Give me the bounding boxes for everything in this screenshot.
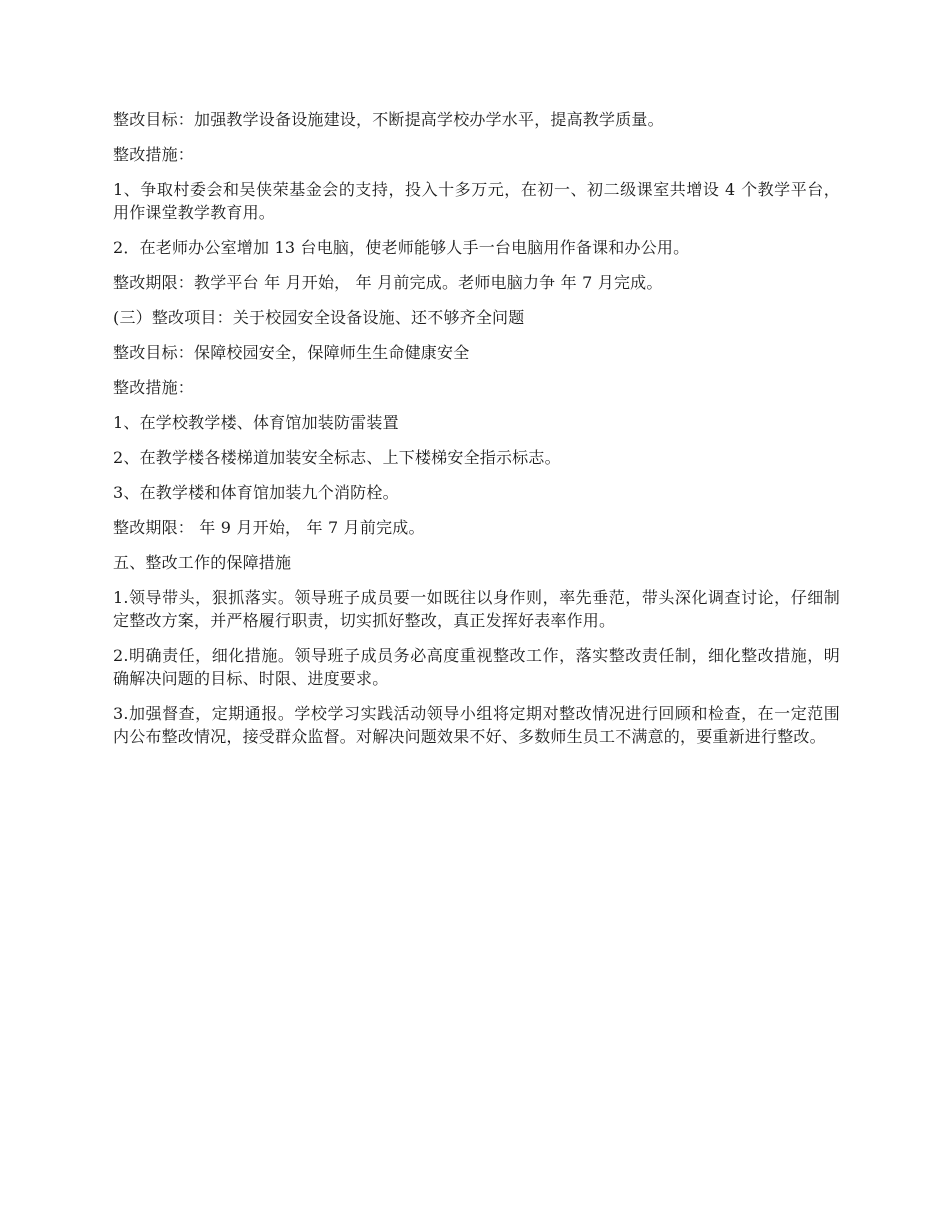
paragraph-project-three: (三）整改项目：关于校园安全设备设施、还不够齐全问题 [113,308,525,327]
paragraph-safety-measure-2: 2、在教学楼各楼梯道加装安全标志、上下楼梯安全指示标志。 [113,448,561,467]
paragraph-safety-goal: 整改目标：保障校园安全，保障师生生命健康安全 [113,343,470,362]
paragraph-measure-1: 1、争取村委会和吴侠荣基金会的支持，投入十多万元，在初一、初二级课室共增设 4 个教学平台，用作课堂教学教育用。 [113,180,840,222]
paragraph-deadline: 整改期限：教学平台 年 月开始， 年 月前完成。老师电脑力争 年 7 月完成。 [113,273,663,292]
paragraph-safety-measure-1: 1、在学校教学楼、体育馆加装防雷装置 [113,413,399,432]
paragraph-measures-heading: 整改措施： [113,145,195,164]
paragraph-safety-deadline: 整改期限： 年 9 月开始， 年 7 月前完成。 [113,518,425,537]
paragraph-rectification-goal: 整改目标：加强教学设备设施建设，不断提高学校办学水平，提高教学质量。 [113,110,664,129]
paragraph-guarantee-2: 2.明确责任，细化措施。领导班子成员务必高度重视整改工作，落实整改责任制，细化整改措施，明确解决问题的目标、时限、进度要求。 [113,646,840,688]
section-heading-guarantee: 五、整改工作的保障措施 [113,553,292,572]
paragraph-guarantee-1: 1.领导带头，狠抓落实。领导班子成员要一如既往以身作则，率先垂范，带头深化调查讨论，仔细制定整改方案，并严格履行职责，切实抓好整改，真正发挥好表率作用。 [113,588,840,630]
paragraph-safety-measures-heading: 整改措施： [113,378,195,397]
paragraph-guarantee-3: 3.加强督查，定期通报。学校学习实践活动领导小组将定期对整改情况进行回顾和检查，在一定范围内公布整改情况，接受群众监督。对解决问题效果不好、多数师生员工不满意的，要重新进行整改。 [113,704,840,746]
document-page [113,108,840,760]
paragraph-safety-measure-3: 3、在教学楼和体育馆加装九个消防栓。 [113,483,399,502]
paragraph-measure-2: 2．在老师办公室增加 13 台电脑，使老师能够人手一台电脑用作备课和办公用。 [113,238,690,257]
